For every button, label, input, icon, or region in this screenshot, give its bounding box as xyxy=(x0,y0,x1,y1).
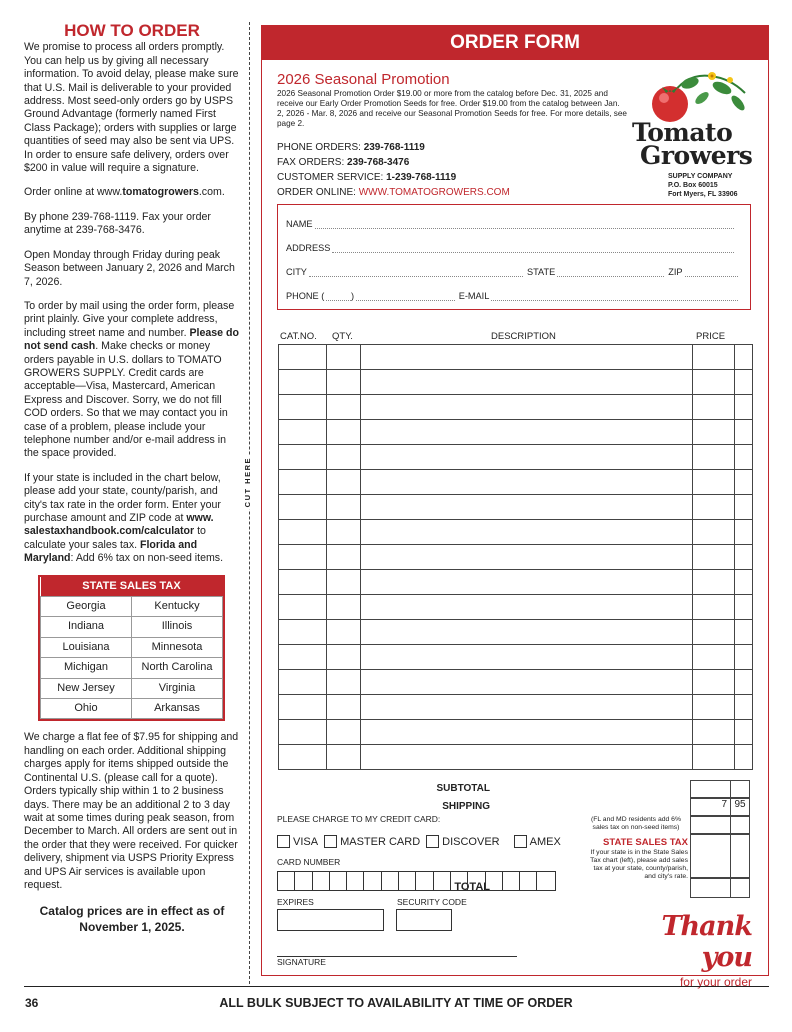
table-row[interactable] xyxy=(279,470,753,495)
qty-header: QTY. xyxy=(332,331,353,342)
mastercard-checkbox[interactable] xyxy=(324,835,337,848)
promo-title: 2026 Seasonal Promotion xyxy=(277,71,450,88)
how-to-order-title: HOW TO ORDER xyxy=(64,21,200,40)
credit-card-options: VISA MASTER CARD DISCOVER AMEX xyxy=(277,835,567,848)
tax-table-title: STATE SALES TAX xyxy=(41,577,223,597)
order-form-banner: ORDER FORM xyxy=(262,26,768,60)
page-number: 36 xyxy=(25,996,39,1010)
intro-paragraph: We promise to process all orders promptly. You can help us by giving all necessary information. To avoid delay, please make sure that U.S. Mail is deliverable to your provided address. Most seed-only orders go by USPS Ground Advantage (formerly named First Class Package); orders with supplies or large quantities of seed may also be sent via UPS. In order to ensure safe delivery, orders over $200 in value will require a signature. xyxy=(24,41,239,175)
total-label: TOTAL xyxy=(454,881,490,893)
subtotal-input[interactable] xyxy=(690,780,750,798)
table-row[interactable] xyxy=(279,670,753,695)
table-row: Louisiana Minnesota xyxy=(41,637,223,657)
phone-email-row[interactable]: PHONE ( ) E-MAIL xyxy=(286,291,738,301)
table-row[interactable] xyxy=(279,345,753,370)
table-row[interactable] xyxy=(279,695,753,720)
fl-tax-input[interactable] xyxy=(690,816,750,834)
expires-label: EXPIRES xyxy=(277,897,314,907)
total-input[interactable] xyxy=(690,878,750,898)
table-row[interactable] xyxy=(279,445,753,470)
contact-info: PHONE ORDERS: 239-768-1119 FAX ORDERS: 239-768-3476 CUSTOMER SERVICE: 1-239-768-1119 ORDER ONLINE: WWW.TOMATOGROWERS.COM xyxy=(277,142,510,198)
name-field[interactable]: NAME xyxy=(286,219,738,229)
shipping-paragraph: We charge a flat fee of $7.95 for shipping and handling on each order. Additional shipping charges apply for items shipped outside the Continental U.S. (please call for a quote). Orders typically ship within 1 to 2 business days. There may be an additional 2 to 3 day wait at some times during peak season, from December to March. All orders are sent out in the order that they were received. For quicker delivery, shipment via USPS Priority Express and UPS Air services is available upon request. xyxy=(24,731,239,891)
website-link[interactable]: WWW.TOMATOGROWERS.COM xyxy=(358,187,510,198)
footer-text: ALL BULK SUBJECT TO AVAILABILITY AT TIME OF ORDER xyxy=(219,996,573,1010)
card-number-input[interactable] xyxy=(277,871,556,891)
thank-you-message: Thank you for your order xyxy=(661,911,752,989)
city-state-zip-row[interactable]: CITY STATE ZIP xyxy=(286,267,738,277)
table-row[interactable] xyxy=(279,420,753,445)
table-row: Indiana Illinois xyxy=(41,617,223,637)
order-items-table xyxy=(278,344,753,770)
table-row: Georgia Kentucky xyxy=(41,597,223,617)
catno-header: CAT.NO. xyxy=(280,331,317,342)
subtotal-label: SUBTOTAL xyxy=(436,783,490,794)
state-tax-input[interactable] xyxy=(690,834,750,878)
table-row: New Jersey Virginia xyxy=(41,678,223,698)
state-sales-tax-note: If your state is in the State Sales Tax chart (left), please add sales tax at your state, county/parish, and city's rate. xyxy=(590,849,688,880)
security-code-input[interactable] xyxy=(396,909,452,931)
fl-md-tax-note: (FL and MD residents add 6% sales tax on non-seed items) xyxy=(590,816,682,831)
state-sales-tax-label: STATE SALES TAX xyxy=(603,837,688,848)
shipping-amount: 7 95 xyxy=(690,798,750,816)
catalog-price-note: Catalog prices are in effect as of November 1, 2025. xyxy=(39,904,225,935)
sales-tax-paragraph: If your state is included in the chart below, please add your state, county/parish, and city's tax rate in the order form. Enter your purchase amount and ZIP code at www. salestaxhandbook.com/calculator to calculate your sales tax. Florida and Maryland: Add 6% tax on non-seed items. xyxy=(24,471,224,565)
table-row[interactable] xyxy=(279,720,753,745)
discover-checkbox[interactable] xyxy=(426,835,439,848)
credit-card-label: PLEASE CHARGE TO MY CREDIT CARD: xyxy=(277,814,441,824)
description-header: DESCRIPTION xyxy=(491,331,556,342)
table-row[interactable] xyxy=(279,620,753,645)
address-field[interactable]: ADDRESS xyxy=(286,243,738,253)
shipping-label: SHIPPING xyxy=(442,801,490,812)
security-code-label: SECURITY CODE xyxy=(397,897,467,907)
table-row[interactable] xyxy=(279,370,753,395)
tomato-growers-logo: Tomato Growers SUPPLY COMPANY P.O. Box 60015 Fort Myers, FL 33906 xyxy=(630,68,760,193)
table-row[interactable] xyxy=(279,545,753,570)
hours-paragraph: Open Monday through Friday during peak Season between January 2, 2026 and March 7, 2026. xyxy=(24,248,235,288)
order-form xyxy=(261,25,769,989)
address-box xyxy=(277,204,751,310)
mail-order-paragraph: To order by mail using the order form, please print plainly. Give your complete address, including street name and number. Please do not send cash. Make checks or money orders payable in U.S. dollars to TOMATO GROWERS SUPPLY. Credit cards are acceptable—Visa, Mastercard, American Express and Discover. Sorry, we do not fill COD orders. So that we may contact you in case of a problem, please include your telephone number and/or e-mail address in the space provided. xyxy=(24,299,239,460)
amex-checkbox[interactable] xyxy=(514,835,527,848)
table-row: Michigan North Carolina xyxy=(41,658,223,678)
state-sales-tax-table xyxy=(40,577,223,720)
expires-input[interactable] xyxy=(277,909,384,931)
visa-checkbox[interactable] xyxy=(277,835,290,848)
logo-word-1: Tomato xyxy=(632,118,733,147)
price-header: PRICE xyxy=(696,331,726,342)
cut-here-label: CUT HERE xyxy=(243,457,252,508)
footer-rule xyxy=(24,986,769,987)
signature-label: SIGNATURE xyxy=(277,957,326,967)
phone-paragraph: By phone 239-768-1119. Fax your order anytime at 239-768-3476. xyxy=(24,210,211,237)
table-row[interactable] xyxy=(279,645,753,670)
online-order-paragraph: Order online at www.tomatogrowers.com. xyxy=(24,186,225,199)
how-to-order-column xyxy=(24,21,240,935)
table-row[interactable] xyxy=(279,745,753,770)
promo-text: 2026 Seasonal Promotion Order $19.00 or more from the catalog before Dec. 31, 2025 and receive our Early Order Promotion Seeds for free. Order $19.00 from the catalog between Jan. 2, 2026 - Mar. 8, 2026 and receive our Seasonal Promotion Seeds for free. For more details, see page 2. xyxy=(277,89,627,128)
table-row[interactable] xyxy=(279,495,753,520)
card-number-label: CARD NUMBER xyxy=(277,857,341,867)
table-row[interactable] xyxy=(279,570,753,595)
table-row: Ohio Arkansas xyxy=(41,699,223,719)
table-row[interactable] xyxy=(279,520,753,545)
logo-word-2: Growers xyxy=(640,141,753,170)
table-row[interactable] xyxy=(279,595,753,620)
table-row[interactable] xyxy=(279,395,753,420)
